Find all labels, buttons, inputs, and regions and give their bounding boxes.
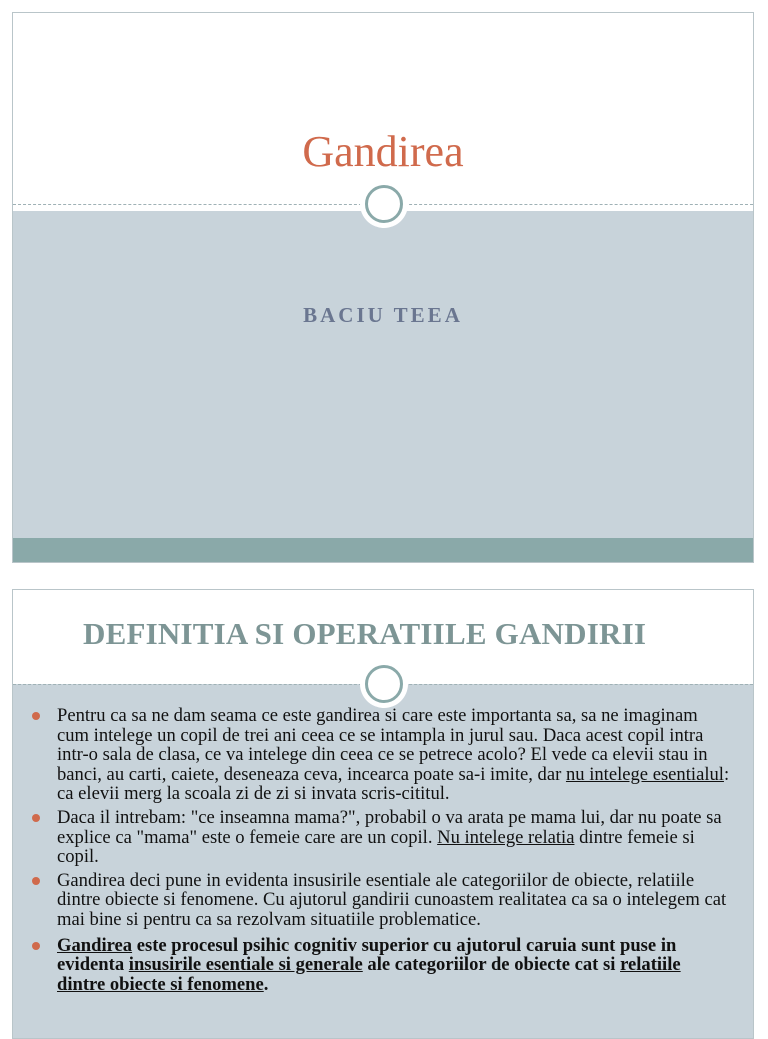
underlined-phrase: nu intelege esentialul — [565, 763, 724, 785]
title-slide — [12, 12, 754, 563]
bullet-item — [27, 706, 733, 804]
slide-heading: DEFINITIA SI OPERATIILE GANDIRII — [83, 616, 647, 651]
bullet-text: Gandirea deci pune in evidenta insusirile esentiale ale categoriilor de obiecte, relatiile dintre obiecte si fenomene. Cu ajutorul gandirii cunoastem realitatea ca sa o intelegem cat mai bine si pentru ca sa rezolvam situatiile problematice. — [57, 869, 727, 930]
bullet-text: : ca elevii merg la scoala zi de zi si invata scris-cititul. — [57, 763, 730, 805]
bullet-text: ale categoriilor de obiecte cat si — [362, 954, 621, 976]
subtitle-panel — [13, 211, 753, 538]
bullet-text: Daca il intrebam: "ce inseamna mama?", probabil o va arata pe mama lui, dar nu poate sa explice ca "mama" este o femeie care are un copil. — [57, 806, 722, 848]
bullet-text: Pentru ca sa ne dam seama ce este gandirea si care este importanta sa, sa ne imaginam cum intelege un copil de trei ani ceea ce se intampla in jurul sau. Daca acest copil intra intr-o sala de clasa, ce va intelege din ceea ce se petrece acolo? El vede ca elevii stau in banci, au carti, caiete, deseneaza ceva, incearca poate sa-i imite, dar — [57, 705, 708, 785]
bullet-item — [27, 936, 733, 995]
slide-title: Gandirea — [302, 127, 464, 176]
underlined-phrase: relatiile dintre obiecte si fenomene — [57, 954, 681, 995]
bullet-item — [27, 808, 733, 867]
circle-ornament — [360, 180, 408, 228]
underlined-phrase: Gandirea — [57, 934, 133, 956]
bullet-item — [27, 871, 733, 930]
bottom-band — [13, 538, 753, 563]
underlined-phrase: Nu intelege relatia — [437, 826, 575, 848]
bullet-list — [27, 706, 733, 998]
underlined-phrase: insusirile esentiale si generale — [128, 954, 363, 976]
bullet-text: dintre femeie si copil. — [57, 826, 695, 868]
bullet-text: . — [263, 973, 269, 995]
content-slide — [12, 589, 754, 1039]
ring-icon — [365, 185, 403, 223]
bullet-text: este procesul psihic cognitiv superior cu ajutorul caruia sunt puse in evidenta — [57, 934, 677, 976]
slide-subtitle: BACIU TEEA — [303, 303, 463, 327]
ring-icon — [365, 665, 403, 703]
circle-ornament — [360, 660, 408, 708]
